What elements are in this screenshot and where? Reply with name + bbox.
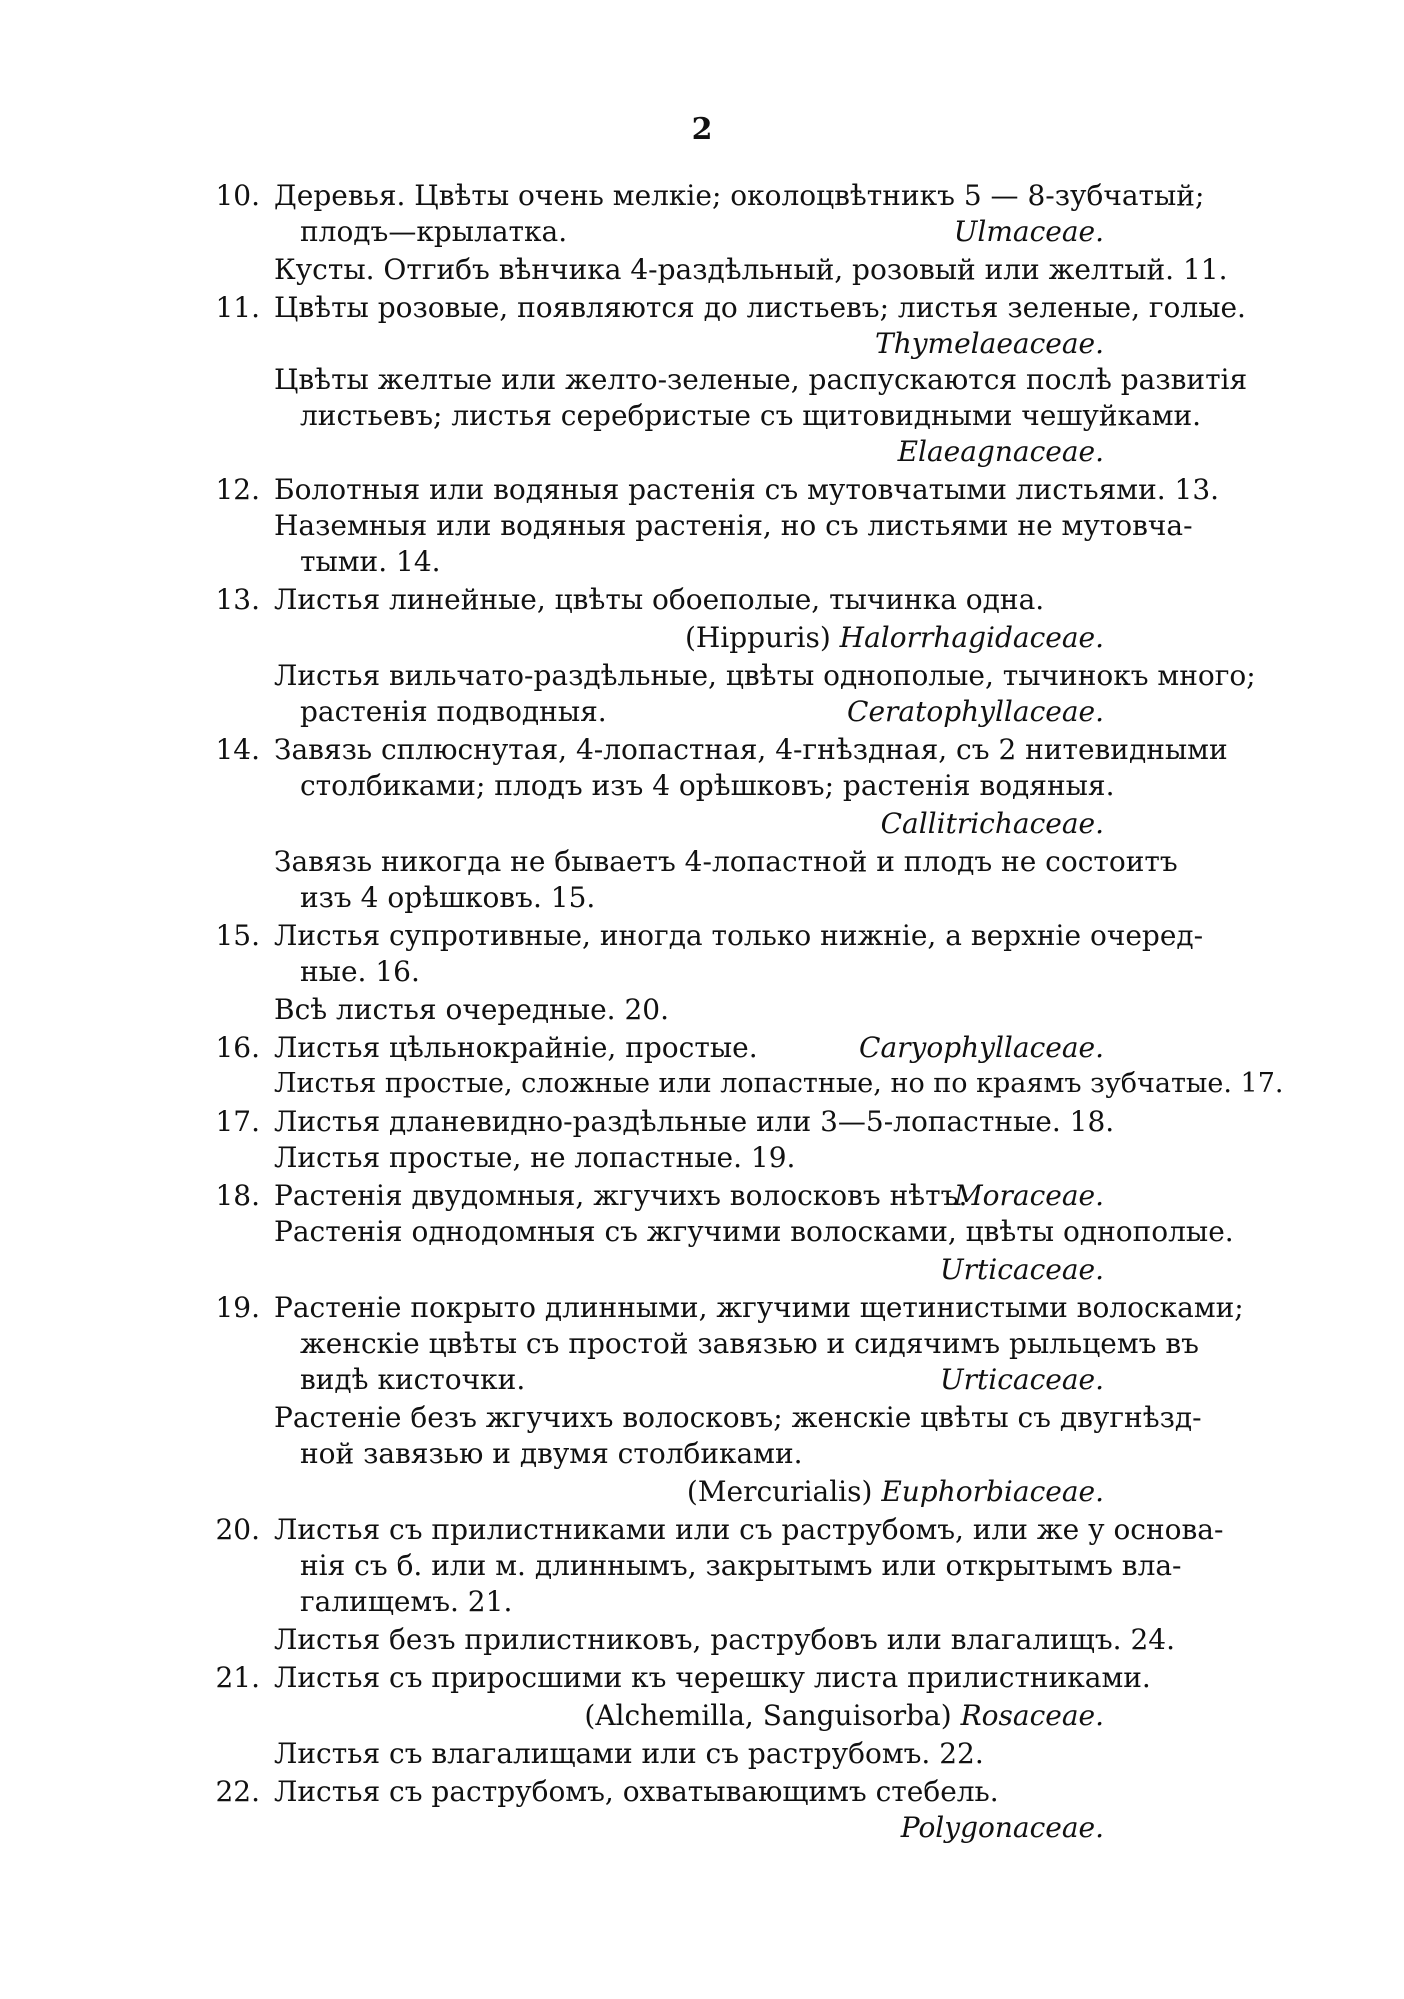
key-line: столбиками; плодъ изъ 4 орѣшковъ; растенія водяныя.: [300, 769, 1115, 802]
key-line: Всѣ листья очередные. 20.: [274, 993, 669, 1026]
key-line: листьевъ; листья серебристые съ щитовидными чешуйками.: [300, 399, 1202, 432]
family-name: [954, 1178, 1104, 1214]
family-name-text: Euphorbiaceae.: [881, 1475, 1104, 1508]
family-name: [847, 694, 1104, 730]
key-line: Листья съ прилистниками или съ раструбомъ, или же у основа-: [274, 1513, 1224, 1546]
family-name: [940, 1362, 1104, 1398]
page-number: 2: [691, 112, 713, 147]
couplet-number: 21.: [215, 1661, 260, 1694]
key-line: Листья супротивные, иногда только нижніе, а верхніе очеред-: [274, 919, 1204, 952]
couplet-number: 15.: [215, 919, 260, 952]
family-name-text: Thymelaeaceae.: [875, 327, 1104, 360]
key-line: Листья съ влагалищами или съ раструбомъ. 22.: [274, 1737, 984, 1770]
key-line: изъ 4 орѣшковъ. 15.: [300, 881, 596, 914]
key-line: Деревья. Цвѣты очень мелкіе; околоцвѣтникъ 5 — 8-зубчатый;: [274, 179, 1205, 212]
key-line: Листья линейные, цвѣты обоеполые, тычинка одна.: [274, 583, 1045, 616]
key-line: Наземныя или водяныя растенія, но съ листьями не мутовча-: [274, 509, 1193, 542]
key-line: Кусты. Отгибъ вѣнчика 4-раздѣльный, розовый или желтый. 11.: [274, 253, 1228, 286]
key-line: Листья простые, не лопастные. 19.: [274, 1141, 796, 1174]
couplet-number: 12.: [215, 473, 260, 506]
key-line: Листья безъ прилистниковъ, раструбовъ или влагалищъ. 24.: [274, 1623, 1175, 1656]
key-line: Листья цѣльнокрайніе, простые.: [274, 1031, 758, 1064]
family-name-text: Polygonaceae.: [900, 1811, 1104, 1844]
couplet-number: 17.: [215, 1105, 260, 1138]
couplet-number: 16.: [215, 1031, 260, 1064]
family-name-text: Urticaceae.: [940, 1253, 1104, 1286]
couplet-number: 13.: [215, 583, 260, 616]
couplet-number: 19.: [215, 1291, 260, 1324]
key-line: растенія подводныя.: [300, 695, 607, 728]
family-name-text: Caryophyllaceae.: [859, 1031, 1104, 1064]
couplet-number: 22.: [215, 1775, 260, 1808]
key-line: Листья съ приросшими къ черешку листа прилистниками.: [274, 1661, 1151, 1694]
key-line: Листья съ раструбомъ, охватывающимъ стебель.: [274, 1775, 999, 1808]
key-line: Цвѣты розовые, появляются до листьевъ; листья зеленые, голые.: [274, 291, 1246, 324]
key-line: Растенія однодомныя съ жгучими волосками, цвѣты однополые.: [274, 1215, 1234, 1248]
key-line: Листья вильчато-раздѣльные, цвѣты однополые, тычинокъ много;: [274, 659, 1256, 692]
key-line: Растеніе безъ жгучихъ волосковъ; женскіе цвѣты съ двугнѣзд-: [274, 1401, 1202, 1434]
key-line: Болотныя или водяныя растенія съ мутовчатыми листьями. 13.: [274, 473, 1220, 506]
key-line: ной завязью и двумя столбиками.: [300, 1437, 803, 1470]
couplet-number: 11.: [215, 291, 260, 324]
key-line: тыми. 14.: [300, 545, 441, 578]
key-line: женскіе цвѣты съ простой завязью и сидячимъ рыльцемъ въ: [300, 1327, 1199, 1360]
family-name-text: Ceratophyllaceae.: [847, 695, 1104, 728]
family-name: [901, 1810, 1104, 1846]
key-line: галищемъ. 21.: [300, 1585, 513, 1618]
couplet-number: 18.: [215, 1179, 260, 1212]
family-name-text: Moraceae.: [953, 1179, 1104, 1212]
genus-context: (Mercurialis): [686, 1475, 882, 1508]
family-name: [685, 620, 1104, 656]
key-line: Растеніе покрыто длинными, жгучими щетинистыми волосками;: [274, 1291, 1244, 1324]
key-line: Листья простые, сложные или лопастные, но по краямъ зубчатые. 17.: [274, 1068, 1284, 1099]
family-name: [881, 806, 1104, 842]
genus-context: (Alchemilla, Sanguisorba): [584, 1699, 961, 1732]
key-line: видѣ кисточки.: [300, 1363, 526, 1396]
family-name: [940, 1252, 1104, 1288]
couplet-number: 20.: [215, 1513, 260, 1546]
key-line: Цвѣты желтые или желто-зеленые, распускаются послѣ развитія: [274, 363, 1248, 396]
family-name: [687, 1474, 1104, 1510]
key-line: нія съ б. или м. длиннымъ, закрытымъ или открытымъ влa-: [300, 1549, 1182, 1582]
family-name-text: Elaeagnaceae.: [897, 435, 1104, 468]
couplet-number: 10.: [215, 179, 260, 212]
family-name: [859, 1030, 1104, 1066]
couplet-number: 14.: [215, 733, 260, 766]
family-name: [584, 1698, 1104, 1734]
key-line: Завязь никогда не бываетъ 4-лопастной и плодъ не состоитъ: [274, 845, 1178, 878]
family-name: [875, 326, 1104, 362]
family-name-text: Urticaceae.: [940, 1363, 1104, 1396]
key-line: Растенія двудомныя, жгучихъ волосковъ нѣтъ.: [274, 1179, 968, 1212]
key-line: плодъ—крылатка.: [300, 215, 568, 248]
family-name: [954, 214, 1104, 250]
family-name-text: Rosaceae.: [960, 1699, 1104, 1732]
key-line: ные. 16.: [300, 955, 420, 988]
family-name-text: Halorrhagidaceae.: [839, 621, 1104, 654]
key-line: Завязь сплюснутая, 4-лопастная, 4-гнѣздная, съ 2 нитевидными: [274, 733, 1228, 766]
family-name-text: Callitrichaceae.: [880, 807, 1104, 840]
key-line: Листья дланевидно-раздѣльные или 3—5-лопастные. 18.: [274, 1105, 1115, 1138]
genus-context: (Hippuris): [684, 621, 840, 654]
family-name: [898, 434, 1104, 470]
family-name-text: Ulmaceae.: [953, 215, 1104, 248]
